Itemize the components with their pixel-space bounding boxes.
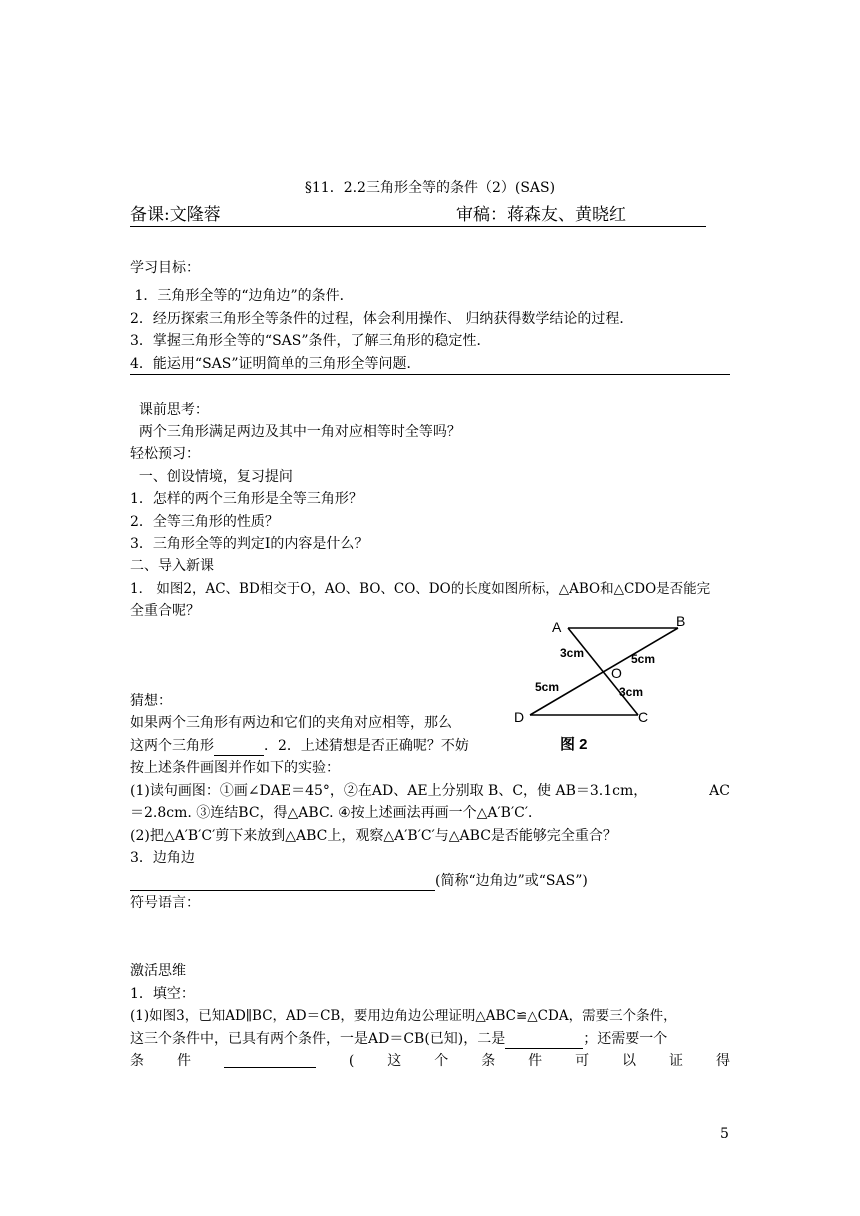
guess-text-line-1: 如果两个三角形有两边和它们的夹角对应相等，那么 [130,715,452,731]
length-ao: 3cm [560,646,585,660]
fill-word: 件 [528,1053,543,1069]
guess-text-line-2 [130,736,730,756]
length-do: 5cm [535,680,560,694]
fill-blank-1[interactable] [505,1032,583,1049]
experiment-1-line-2: ＝2.8cm. ③连结BC，得△ABC. ④按上述画法再画一个△A′B′C′． [130,805,543,821]
fill-word: 条 [481,1053,496,1069]
fill-word: 可 [575,1053,590,1069]
symbol-language: 符号语言： [130,895,200,911]
fill-text-line-3 [130,1051,730,1071]
guess-blank[interactable] [214,739,264,756]
sas-statement-blank[interactable] [130,874,435,891]
fill-word: 这 [387,1053,402,1069]
preview-heading: 轻松预习： [130,446,200,462]
section-1-heading: 一、创设情境，复习提问 [130,469,293,485]
fill-text-part-a: 这三个条件中，已具有两个条件，一是AD＝CB(已知)，二是 [130,1031,506,1047]
figure-caption: 图 2 [560,736,588,753]
goal-item-2: 2．经历探索三角形全等条件的过程，体会利用操作、 归纳获得数学结论的过程． [130,311,634,327]
experiment-2: (2)把△A′B′C′剪下来放到△ABC上，观察△A′B′C′与△ABC是否能够完全重合？ [130,828,617,844]
fill-word: 条 [130,1053,144,1069]
fill-heading: 1．填空： [130,986,195,1002]
length-bo: 5cm [631,652,656,666]
goal-item-3: 3．掌握三角形全等的“SAS”条件，了解三角形的稳定性． [130,333,491,349]
author-line [130,204,706,227]
question-3: 3．三角形全等的判定Ⅰ的内容是什么？ [130,536,369,552]
activate-heading: 激活思维 [130,963,186,979]
label-a: A [552,619,562,635]
guess-text-part-b: ．2．上述猜想是否正确呢？不妨 [264,738,469,754]
fill-text-line-2 [130,1029,730,1049]
page-number: 5 [720,1126,729,1142]
guess-text-line-3: 按上述条件画图并作如下的实验： [130,760,340,776]
intro-text-line-2: 全重合呢？ [130,603,200,619]
fill-word: 件 [176,1053,191,1069]
item-3-heading: 3．边角边 [130,850,195,866]
author-name: 备课:文隆蓉 [130,205,221,225]
section-2-heading: 二、导入新课 [130,558,214,574]
goal-item-4: 4．能运用“SAS”证明简单的三角形全等问题． [130,354,730,375]
prethink-question: 两个三角形满足两边及其中一角对应相等时全等吗？ [130,424,461,440]
fill-word: 得 [715,1053,730,1069]
fill-text-part-b: ；还需要一个 [583,1031,668,1047]
guess-text-part-a: 这两个三角形 [130,738,214,754]
label-c: C [638,709,649,725]
intro-text-line-1: 1． 如图2，AC、BD相交于O，AO、BO、CO、DO的长度如图所标，△ABO和△CDO是否能完 [130,581,711,597]
page-title: §11．2.2三角形全等的条件（2）(SAS) [304,180,556,196]
label-d: D [514,709,525,725]
fill-word: 以 [622,1053,637,1069]
length-co: 3cm [619,685,644,699]
figure-2-diagram [510,610,705,755]
label-b: B [676,613,686,629]
fill-word: 证 [669,1053,683,1069]
sas-note: (简称“边角边”或“SAS”) [435,873,588,889]
reviewer-names: 审稿：蒋森友、黄晓红 [456,205,626,225]
fill-blank-2[interactable] [224,1051,316,1068]
experiment-1-text: (1)读句画图：①画∠DAE＝45°，②在AD、AE上分别取 B、C，使 AB＝3.1cm， [130,783,648,799]
question-2: 2．全等三角形的性质？ [130,514,279,530]
goal-item-1: 1．三角形全等的“边角边”的条件． [130,288,354,304]
sas-statement-line [130,871,730,891]
experiment-1-ac: AC [709,783,730,799]
experiment-1-line-1 [130,781,730,801]
label-o: O [611,665,622,681]
prethink-heading: 课前思考： [130,402,209,418]
question-1: 1．怎样的两个三角形是全等三角形？ [130,491,363,507]
guess-heading: 猜想： [130,693,172,709]
fill-word: 个 [434,1053,449,1069]
fill-word: ( [348,1053,355,1069]
fill-text-line-1: (1)如图3，已知AD∥BC，AD＝CB，要用边角边公理证明△ABC≌△CDA，需要三个条件， [130,1008,677,1024]
goals-heading: 学习目标： [130,260,200,276]
